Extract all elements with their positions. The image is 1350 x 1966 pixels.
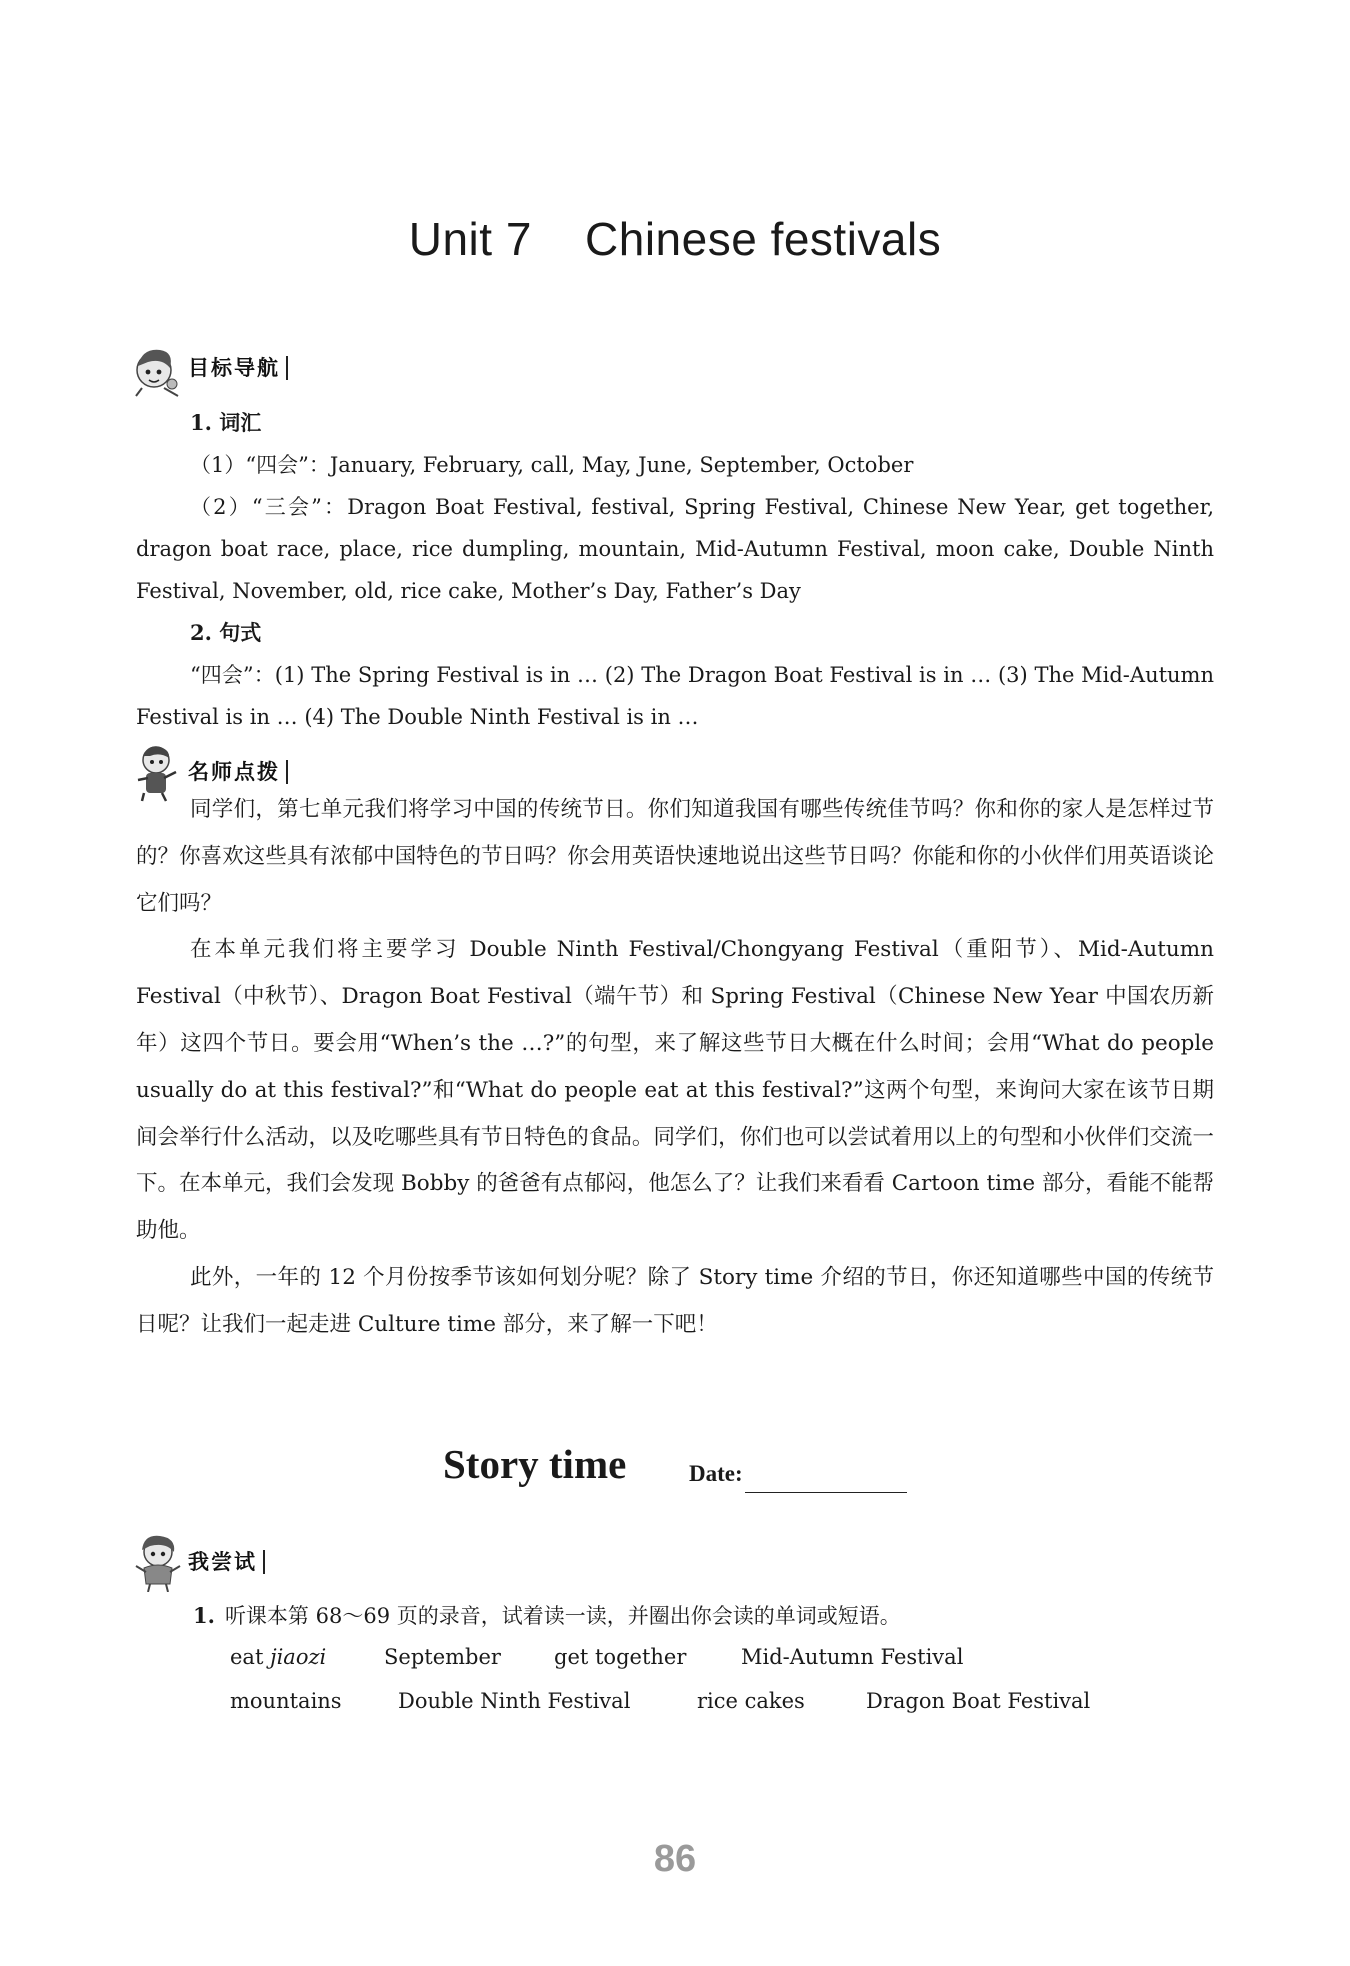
tips-paragraph: 同学们，第七单元我们将学习中国的传统节日。你们知道我国有哪些传统佳节吗？你和你的家人是怎样过节的？你喜欢这些具有浓郁中国特色的节日吗？你会用英语快速地说出这些节日吗？你能和你的小伙伴们用英语谈论它们吗？ — [136, 797, 1214, 916]
goals-content — [136, 402, 1214, 738]
vocab-title: 1. 词汇 — [190, 410, 262, 435]
vocab-three-skills: （2）“三会”：Dragon Boat Festival, festival, Spring Festival, Chinese New Year, get together, dragon boat race, place, rice dumpling, mountain, Mid-Autumn Festival, moon cake, Double Ninth Festival, November, old, rice cake, Mother’s Day, Father’s Day — [136, 495, 1214, 603]
task-number: 1. — [193, 1603, 215, 1628]
section-heading-goals — [134, 338, 434, 400]
girl-mascot-icon — [134, 1532, 190, 1592]
date-blank-line[interactable] — [745, 1492, 907, 1493]
vocab-four-skills: （1）“四会”：January, February, call, May, June, September, October — [190, 453, 914, 477]
word-item[interactable]: get together — [554, 1645, 687, 1669]
tips-paragraph: 在本单元我们将主要学习 Double Ninth Festival/Chongyang Festival（重阳节）、Mid-Autumn Festival（中秋节）、Dragon Boat Festival（端午节）和 Spring Festival（Chinese New Year 中国农历新年）这四个节日。要会用“When’s the …?”的句型，来了解这些节日大概在什么时间；会用“What do people usually do at this festival?”和“What do people eat at this festival?”这两个句型，来询问大家在该节日期间会举行什么活动，以及吃哪些具有节日特色的食品。同学们，你们也可以尝试着用以上的句型和小伙伴们交流一下。在本单元，我们会发现 Bobby 的爸爸有点郁闷，他怎么了？让我们来看看 Cartoon time 部分，看能不能帮助他。 — [136, 937, 1214, 1244]
sentence-title: 2. 句式 — [190, 620, 262, 645]
word-item[interactable]: Mid-Autumn Festival — [741, 1645, 964, 1669]
word-item[interactable]: Dragon Boat Festival — [866, 1689, 1091, 1713]
word-item[interactable]: Double Ninth Festival — [398, 1689, 631, 1713]
unit-title: Unit 7 Chinese festivals — [408, 213, 942, 265]
word-item[interactable]: eat jiaozi — [230, 1645, 327, 1669]
sentence-four-skills: “四会”：(1) The Spring Festival is in … (2) The Dragon Boat Festival is in … (3) The Mid-Autumn Festival is in … (4) The Double Ninth Festival is in … — [136, 663, 1214, 729]
teacher-tips-content — [136, 787, 1214, 1349]
section-heading-try-it — [134, 1532, 434, 1594]
section-heading-label: 名师点拨 — [188, 760, 288, 784]
section-heading-label: 我尝试 — [188, 1550, 265, 1574]
listening-task — [193, 1600, 901, 1630]
word-item[interactable]: September — [384, 1645, 501, 1669]
page-number: 86 — [653, 1838, 697, 1880]
word-item[interactable]: rice cakes — [697, 1689, 805, 1713]
date-label: Date: — [689, 1461, 743, 1486]
story-time-title: Story time — [443, 1441, 627, 1487]
task-instruction: 听课本第 68～69 页的录音，试着读一读，并圈出你会读的单词或短语。 — [224, 1604, 901, 1628]
student-mascot-icon — [134, 338, 190, 398]
tips-paragraph: 此外，一年的 12 个月份按季节该如何划分呢？除了 Story time 介绍的节日，你还知道哪些中国的传统节日呢？让我们一起走进 Culture time 部分，来了解一下吧！ — [136, 1264, 1214, 1337]
section-heading-label: 目标导航 — [188, 356, 288, 380]
word-item[interactable]: mountains — [230, 1689, 342, 1713]
